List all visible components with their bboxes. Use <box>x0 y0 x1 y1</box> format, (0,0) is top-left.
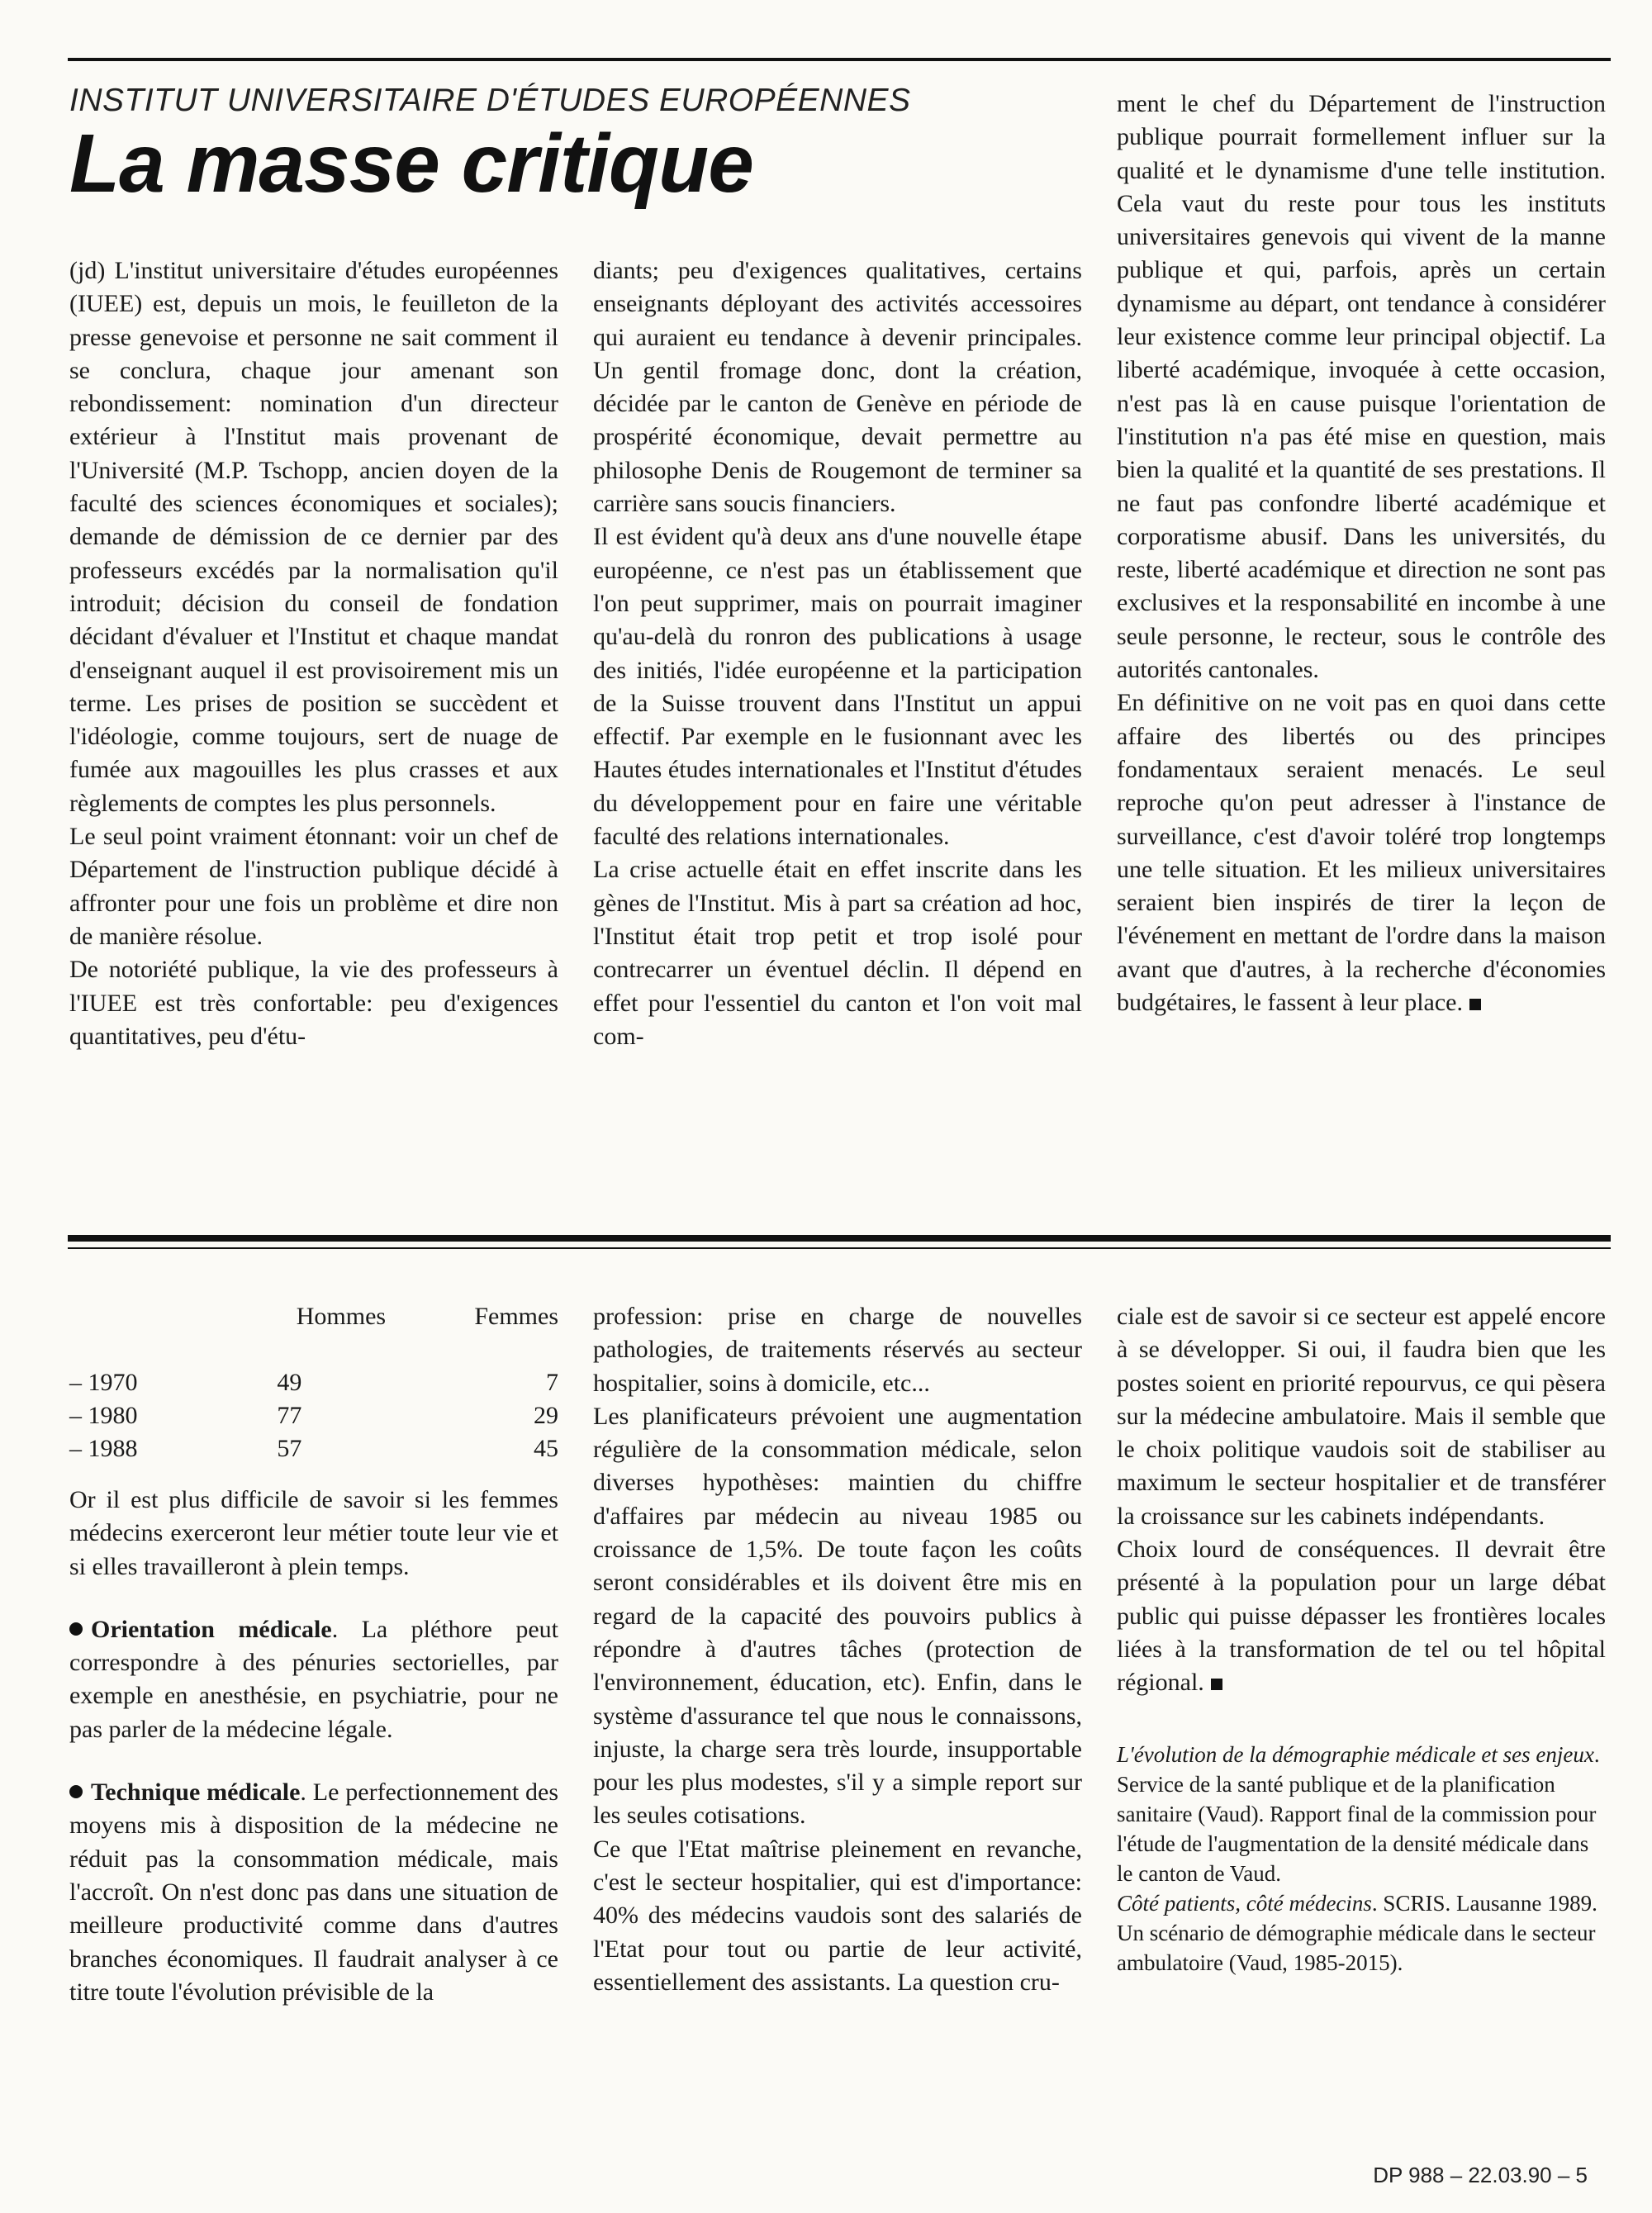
table-cell-year: – 1970 <box>69 1369 138 1396</box>
paragraph: Ce que l'Etat maîtrise pleinement en revanche, c'est le secteur hospitalier, qui est d'importance: 40% des médecins vaudois sont des salariés de l'Etat pour tout ou partie de leur activité, essentiellement des assistants. La question cru- <box>593 1835 1082 1996</box>
end-mark-icon <box>1211 1679 1222 1690</box>
paragraph: profession: prise en charge de nouvelles pathologies, de traitements réservés au secteur hospitalier, soins à domicile, etc... <box>593 1303 1082 1397</box>
paragraph: ment le chef du Département de l'instruction publique pourrait formellement influer sur la qualité et le dynamisme d'une telle institution. Cela vaut du reste pour tous les instituts universitaires genevois qui vivent de la manne publique et qui, parfois, après un certain dynamisme au départ, ont tendance à considérer leur existence comme leur principal objectif. La liberté académique, invoquée à cette occasion, n'est pas là en cause puisque l'orientation de l'institution n'a pas été mise en question, mais bien la qualité et la quantité de ses prestations. Il ne faut pas confondre liberté académique et corporatisme abusif. Dans les universités, du reste, liberté académique et direction ne sont pas exclusives et la responsabilité en incombe à une seule personne, le recteur, sous le contrôle des autorités cantonales. <box>1117 90 1606 684</box>
reference-text: . Service de la santé publique et de la planification sanitaire (Vaud). Rapport final de la commission pour l'étude de l'augmentation de la densité médicale dans le canton de Vaud. <box>1117 1741 1600 1886</box>
paragraph: ciale est de savoir si ce secteur est appelé encore à se développer. Si oui, il faudra bien que les postes soient en priorité repourvus, ce qui pèsera sur la médecine ambulatoire. Mais il semble que le choix politique vaudois soit de stabiliser au maximum le secteur hospitalier et de transférer la croissance sur les cabinets indépendants. <box>1117 1303 1606 1530</box>
paragraph <box>1117 1533 1606 1699</box>
article2-column-3 <box>1117 1300 1606 1978</box>
demographics-table <box>69 1300 558 1465</box>
reference-item <box>1117 1740 1606 1888</box>
table-cell-femmes: 45 <box>533 1435 558 1462</box>
table-cell-year: – 1980 <box>69 1402 138 1429</box>
table-cell-hommes: 77 <box>277 1402 302 1429</box>
paragraph <box>1117 686 1606 1019</box>
paragraph-text: Choix lourd de conséquences. Il devrait être présenté à la population pour un large débat public qui puisse dépasser les frontières locales liées à la transformation de tel ou tel hôpital régional. <box>1117 1536 1606 1697</box>
paragraph: Le seul point vraiment étonnant: voir un chef de Département de l'instruction publique décidé à affronter pour une fois un problème et dire non de manière résolue. <box>69 823 558 950</box>
table-cell-hommes: 49 <box>277 1369 302 1396</box>
page-footer: DP 988 – 22.03.90 – 5 <box>1373 2163 1588 2187</box>
paragraph: Il est évident qu'à deux ans d'une nouvelle étape européenne, ce n'est pas un établissement que l'on peut supprimer, mais on pourrait imaginer qu'au-delà du ronron des publications à usage des initiés, l'idée européenne et la participation de la Suisse trouvent dans l'Institut un appui effectif. Par exemple en le fusionnant avec les Hautes études internationales et l'Institut d'études du développement pour en faire une véritable faculté des relations internationales. <box>593 523 1082 851</box>
paragraph-text: . Le perfectionnement des moyens mis à disposition de la médecine ne réduit pas la consommation médicale, mais l'accroît. On n'est donc pas dans une situation de meilleure productivité comme dans d'autres branches économiques. Il faudrait analyser à ce titre toute l'évolution prévisible de la <box>69 1778 558 2006</box>
paragraph-orientation <box>69 1613 558 1746</box>
bullet-icon <box>69 1622 83 1636</box>
table-row <box>69 1366 558 1399</box>
article-kicker: INSTITUT UNIVERSITAIRE D'ÉTUDES EUROPÉENNES <box>69 83 911 118</box>
table-row <box>69 1399 558 1432</box>
table-cell-hommes: 57 <box>277 1435 302 1462</box>
references <box>1117 1740 1606 1978</box>
paragraph: diants; peu d'exigences qualitatives, certains enseignants déployant des activités accessoires qui auraient eu tendance à devenir principales. Un gentil fromage donc, dont la création, décidée par le canton de Genève en période de prospérité économique, devait permettre au philosophe Denis de Rougemont de terminer sa carrière sans soucis financiers. <box>593 257 1082 518</box>
article2-column-1 <box>69 1300 558 2009</box>
bullet-icon <box>69 1785 83 1798</box>
reference-item <box>1117 1888 1606 1978</box>
table-header-femmes: Femmes <box>474 1303 558 1330</box>
section-divider <box>68 1235 1611 1242</box>
article1-column-3 <box>1117 88 1606 1019</box>
paragraph: Les planificateurs prévoient une augmentation régulière de la consommation médicale, selon diverses hypothèses: maintien du chiffre d'affaires par médecin au niveau 1985 ou croissance de 1,5%. De toute façon les coûts seront considérables et ils doivent être mis en regard de la capacité des pouvoirs publics à répondre à d'autres tâches (protection de l'environnement, éducation, etc). Enfin, dans le système d'assurance tel que nous le connaissons, injuste, la charge sera très lourde, insupportable pour les plus modestes, s'il y a simple report sur les seules cotisations. <box>593 1402 1082 1830</box>
section-heading: Technique médicale <box>91 1778 301 1807</box>
paragraph-text: . La pléthore peut correspondre à des pénuries sectorielles, par exemple en anesthésie, en psychiatrie, pour ne pas parler de la médecine légale. <box>69 1615 558 1743</box>
paragraph: (jd) L'institut universitaire d'études européennes (IUEE) est, depuis un mois, le feuilleton de la presse genevoise et personne ne sait comment il se conclura, chaque jour amenant son rebondissement: nomination d'un directeur extérieur à l'Institut mais provenant de l'Université (M.P. Tschopp, ancien doyen de la faculté des sciences économiques et sociales); demande de démission de ce dernier par des professeurs excédés par la normalisation qu'il introduit; décision du conseil de fondation décidant d'évaluer et l'Institut et chaque mandat d'enseignant auquel il est provisoirement mis un terme. Les prises de position se succèdent et l'idéologie, comme toujours, sert de nuage de fumée aux magouilles les plus crasses et aux règlements de comptes les plus personnels. <box>69 257 558 817</box>
reference-text: . SCRIS. Lausanne 1989. Un scénario de démographie médicale dans le secteur ambulatoire (Vaud, 1985-2015). <box>1117 1890 1597 1975</box>
section-heading: Orientation médicale <box>91 1615 332 1643</box>
table-header-row <box>69 1300 558 1333</box>
section-divider-thin <box>68 1247 1611 1249</box>
paragraph: La crise actuelle était en effet inscrite dans les gènes de l'Institut. Mis à part sa création ad hoc, l'Institut était trop petit et trop isolé pour contrecarrer un éventuel déclin. Il dépend en effet pour l'essentiel du canton et l'on voit mal com- <box>593 856 1082 1050</box>
table-cell-femmes: 7 <box>545 1369 558 1396</box>
reference-title: L'évolution de la démographie médicale et ses enjeux <box>1117 1741 1594 1767</box>
end-mark-icon <box>1469 999 1481 1010</box>
article-title: La masse critique <box>69 117 753 210</box>
article2-column-2 <box>593 1300 1082 1999</box>
paragraph-text: En définitive on ne voit pas en quoi dans cette affaire des libertés ou des principes fondamentaux seraient menacés. Le seul reproche qu'on peut adresser à l'instance de surveillance, c'est d'avoir toléré trop longtemps une telle situation. Et les milieux universitaires seraient bien inspirés de tirer la leçon de l'événement en mettant de l'ordre dans la maison avant que d'autres, à la recherche d'économies budgétaires, le fassent à leur place. <box>1117 689 1606 1017</box>
table-cell-femmes: 29 <box>533 1402 558 1429</box>
reference-title: Côté patients, côté médecins <box>1117 1890 1372 1916</box>
article1-column-1 <box>69 254 558 1053</box>
table-cell-year: – 1988 <box>69 1435 138 1462</box>
paragraph-technique <box>69 1776 558 2009</box>
table-header-hommes: Hommes <box>296 1303 387 1330</box>
top-rule <box>68 58 1611 61</box>
paragraph: Or il est plus difficile de savoir si les femmes médecins exerceront leur métier toute leur vie et si elles travailleront à plein temps. <box>69 1486 558 1580</box>
article1-column-2 <box>593 254 1082 1053</box>
paragraph: De notoriété publique, la vie des professeurs à l'IUEE est très confortable: peu d'exigences quantitatives, peu d'étu- <box>69 956 558 1050</box>
table-row <box>69 1432 558 1465</box>
